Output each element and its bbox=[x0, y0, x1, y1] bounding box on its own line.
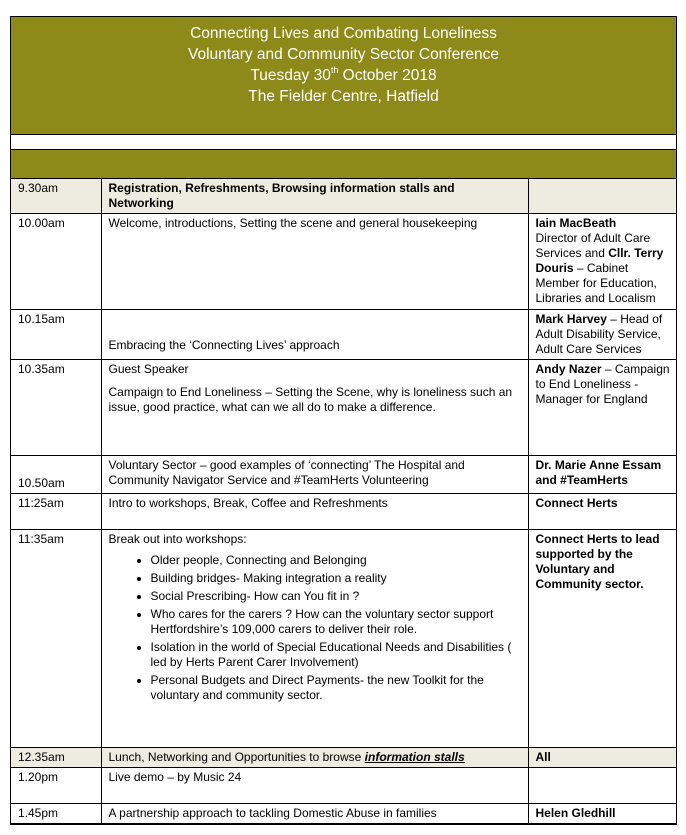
time-cell: 11:25am bbox=[11, 494, 101, 530]
time-cell: 10.50am bbox=[11, 456, 101, 494]
table-row bbox=[11, 494, 676, 530]
conference-header bbox=[11, 17, 676, 135]
time-cell: 10.00am bbox=[11, 214, 101, 310]
workshops-intro: Break out into workshops: bbox=[108, 532, 247, 546]
header-title: Connecting Lives and Combating Loneliness bbox=[190, 25, 497, 42]
activity-cell: Voluntary Sector – good examples of ‘connecting’ The Hospital and Community Navigator Service and #TeamHerts Volunteering bbox=[101, 456, 528, 494]
speaker-cell: Connect Herts bbox=[528, 494, 676, 530]
speaker-cell bbox=[528, 768, 676, 804]
table-row bbox=[11, 179, 676, 214]
agenda-document bbox=[10, 16, 677, 825]
activity-cell bbox=[101, 360, 528, 456]
table-row bbox=[11, 310, 676, 360]
activity-cell: Welcome, introductions, Setting the scene and general housekeeping bbox=[101, 214, 528, 310]
time-cell: 10.15am bbox=[11, 310, 101, 360]
table-row bbox=[11, 360, 676, 456]
table-row bbox=[11, 456, 676, 494]
header-band bbox=[11, 150, 676, 179]
list-item: • Who cares for the carers ? How can the voluntary sector support Hertfordshire’s 109,000 carers to deliver their role. bbox=[151, 607, 522, 637]
list-item: • Social Prescribing- How can You fit in ? bbox=[151, 589, 522, 604]
table-row bbox=[11, 768, 676, 804]
time-cell: 9.30am bbox=[11, 179, 101, 214]
list-item: • Personal Budgets and Direct Payments- the new Toolkit for the voluntary and community sector. bbox=[151, 673, 522, 703]
time-cell: 11:35am bbox=[11, 530, 101, 748]
speaker-cell: Helen Gledhill bbox=[528, 804, 676, 824]
guest-speaker-topic: Campaign to End Loneliness – Setting the Scene, why is loneliness such an issue, good practice, what can we all do to make a difference. bbox=[108, 385, 513, 414]
header-date: Tuesday 30th October 2018 bbox=[250, 65, 437, 84]
workshop-list bbox=[109, 553, 522, 703]
guest-speaker-label: Guest Speaker bbox=[108, 362, 189, 376]
activity-cell: Registration, Refreshments, Browsing information stalls and Networking bbox=[101, 179, 528, 214]
information-stalls-emphasis: information stalls bbox=[364, 750, 465, 764]
speaker-cell bbox=[528, 179, 676, 214]
agenda-table bbox=[11, 179, 676, 824]
list-item: • Isolation in the world of Special Educational Needs and Disabilities ( led by Herts Parent Carer Involvement) bbox=[151, 640, 522, 670]
list-item: • Older people, Connecting and Belonging bbox=[151, 553, 522, 568]
time-cell: 1.45pm bbox=[11, 804, 101, 824]
table-row bbox=[11, 530, 676, 748]
speaker-cell: Connect Herts to lead supported by the Voluntary and Community sector. bbox=[528, 530, 676, 748]
time-cell: 1.20pm bbox=[11, 768, 101, 804]
list-item: • Building bridges- Making integration a reality bbox=[151, 571, 522, 586]
speaker-cell: Mark Harvey – Head of Adult Disability Service, Adult Care Services bbox=[528, 310, 676, 360]
activity-cell: A partnership approach to tackling Domestic Abuse in families bbox=[101, 804, 528, 824]
activity-cell: Lunch, Networking and Opportunities to browse information stalls bbox=[101, 748, 528, 768]
table-row bbox=[11, 214, 676, 310]
header-spacer bbox=[11, 135, 676, 150]
time-cell: 12.35am bbox=[11, 748, 101, 768]
activity-cell bbox=[101, 530, 528, 748]
activity-cell: Embracing the ‘Connecting Lives’ approach bbox=[101, 310, 528, 360]
table-row bbox=[11, 748, 676, 768]
speaker-cell: Dr. Marie Anne Essam and #TeamHerts bbox=[528, 456, 676, 494]
header-venue: The Fielder Centre, Hatfield bbox=[248, 88, 439, 105]
header-subtitle: Voluntary and Community Sector Conference bbox=[187, 46, 500, 63]
speaker-cell: Iain MacBeath Director of Adult Care Services and Cllr. Terry Douris – Cabinet Member for Education, Libraries and Localism bbox=[528, 214, 676, 310]
table-row bbox=[11, 804, 676, 824]
time-cell: 10.35am bbox=[11, 360, 101, 456]
speaker-cell: All bbox=[528, 748, 676, 768]
activity-cell: Intro to workshops, Break, Coffee and Refreshments bbox=[101, 494, 528, 530]
speaker-cell: Andy Nazer – Campaign to End Loneliness - Manager for England bbox=[528, 360, 676, 456]
activity-cell: Live demo – by Music 24 bbox=[101, 768, 528, 804]
